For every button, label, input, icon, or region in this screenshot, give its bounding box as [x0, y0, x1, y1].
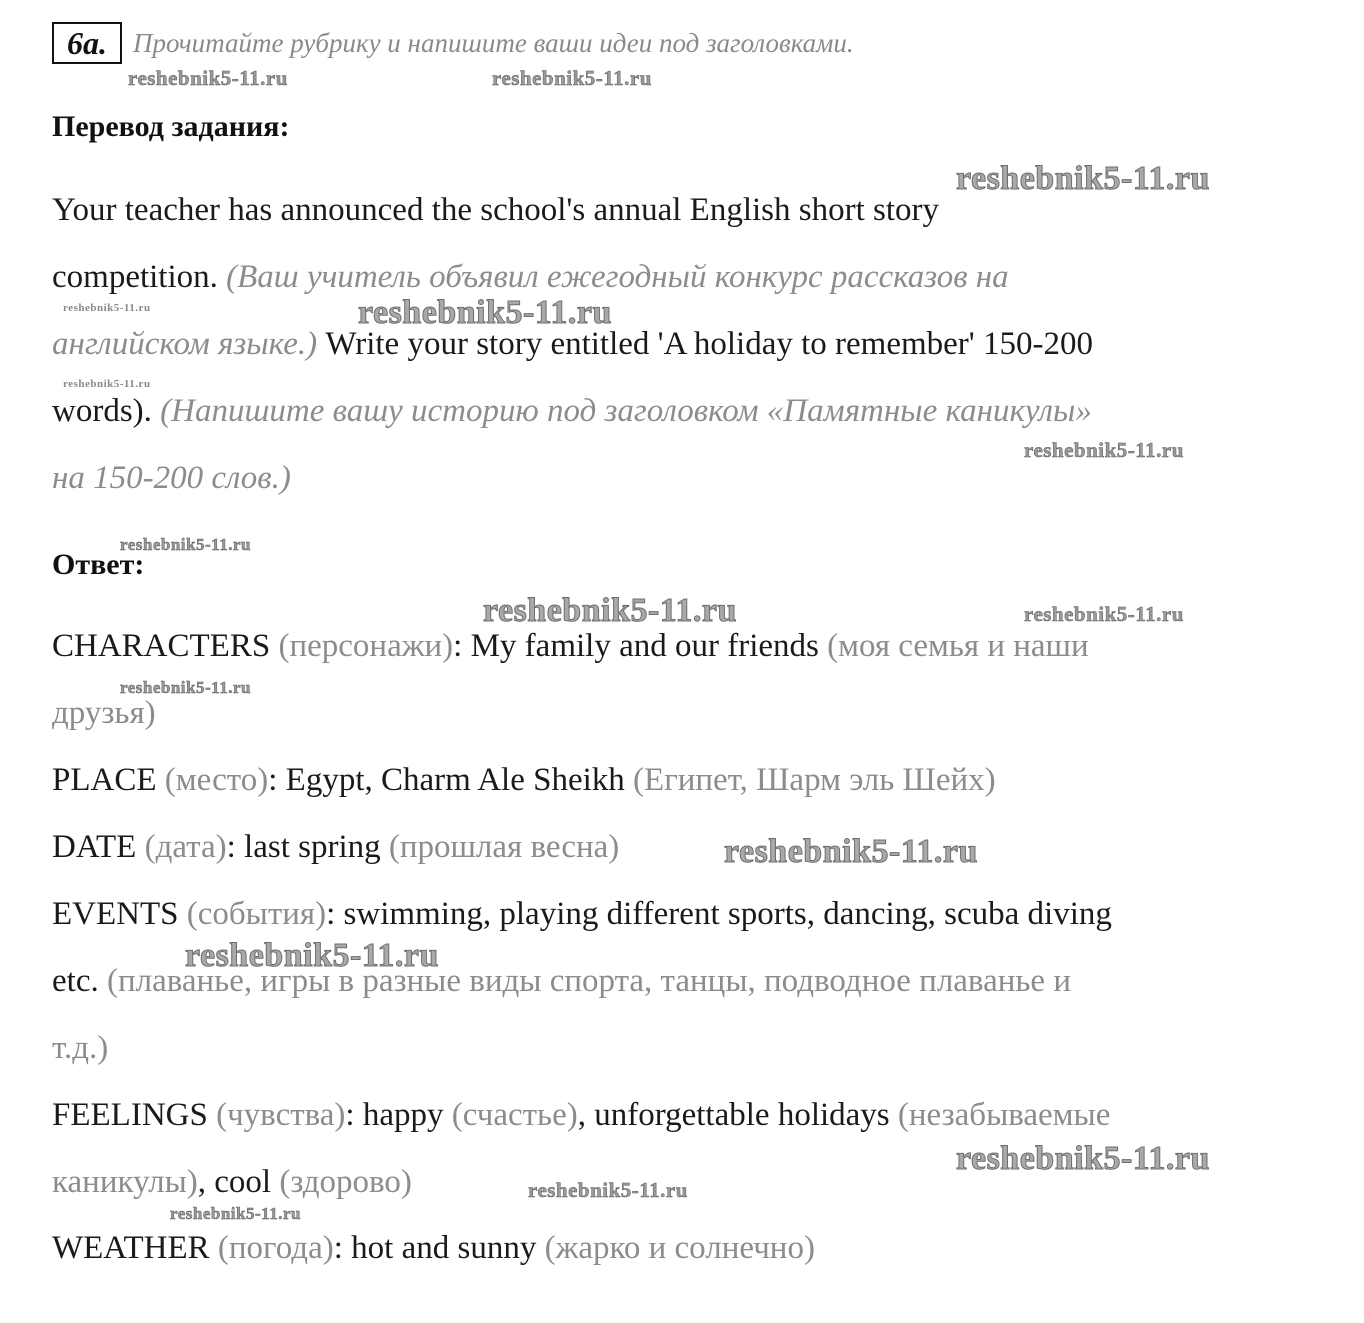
translation-line-2-en: competition.: [52, 259, 227, 295]
events-row-cont-2: [52, 1030, 108, 1067]
watermark: reshebnik5-11.ru: [483, 592, 737, 629]
characters-label: CHARACTERS: [52, 628, 271, 664]
translation-line-4-ru: (Напишите вашу историю под заголовком «Памятные каникулы»: [160, 393, 1092, 429]
feelings-value2-ru: (незабываемые: [897, 1097, 1111, 1133]
characters-row-cont: [52, 695, 156, 732]
events-value: swimming, playing different sports, dancing, scuba diving: [343, 896, 1112, 932]
feelings-label: FEELINGS: [52, 1097, 208, 1133]
feelings-row: FEELINGS (чувства): happy (счастье), unforgettable holidays (незабываемые: [52, 1097, 1111, 1133]
characters-value-ru: (моя семья и наши: [827, 628, 1089, 664]
weather-label: WEATHER: [52, 1230, 210, 1266]
watermark: reshebnik5-11.ru: [120, 678, 251, 697]
place-label-ru: (место): [164, 762, 269, 798]
date-value: last spring: [244, 829, 381, 865]
watermark: reshebnik5-11.ru: [492, 66, 652, 90]
watermark: reshebnik5-11.ru: [724, 833, 978, 870]
feelings-value2: unforgettable holidays: [594, 1097, 890, 1133]
place-value-ru: (Египет, Шарм эль Шейх): [633, 762, 996, 798]
watermark: reshebnik5-11.ru: [63, 378, 151, 390]
weather-row: WEATHER (погода): hot and sunny (жарко и солнечно): [52, 1230, 815, 1266]
feelings-label-ru: (чувства): [216, 1097, 346, 1133]
feelings-value3-ru: (здорово): [279, 1164, 412, 1200]
feelings-row-cont: каникулы), cool (здорово): [52, 1164, 412, 1200]
watermark: reshebnik5-11.ru: [185, 937, 439, 974]
weather-value: hot and sunny: [351, 1230, 537, 1266]
characters-value-ru-cont: друзья): [52, 695, 156, 731]
translation-line-2: [52, 259, 1009, 296]
exercise-instruction: Прочитайте рубрику и напишите ваши идеи под заголовками.: [133, 28, 854, 58]
answer-heading: Ответ:: [52, 548, 145, 581]
translation-line-5: [52, 460, 291, 497]
watermark: reshebnik5-11.ru: [170, 1204, 301, 1223]
watermark: reshebnik5-11.ru: [956, 160, 1210, 197]
watermark: reshebnik5-11.ru: [120, 535, 251, 554]
watermark: reshebnik5-11.ru: [1024, 602, 1184, 626]
translation-heading: Перевод задания:: [52, 110, 290, 143]
translation-line-4: [52, 393, 1092, 430]
date-value-ru: (прошлая весна): [388, 829, 620, 865]
feelings-value1: happy: [362, 1097, 444, 1133]
watermark: reshebnik5-11.ru: [956, 1140, 1210, 1177]
watermark: reshebnik5-11.ru: [358, 294, 612, 331]
weather-label-ru: (погода): [217, 1230, 334, 1266]
translation-line-1: [52, 192, 939, 229]
translation-line-4-en: words).: [52, 393, 161, 429]
events-row: EVENTS (события): swimming, playing different sports, dancing, scuba diving: [52, 896, 1112, 932]
translation-line-5-ru: на 150-200 слов.): [52, 460, 291, 496]
watermark: reshebnik5-11.ru: [128, 66, 288, 90]
translation-line-2-ru: (Ваш учитель объявил ежегодный конкурс рассказов на: [226, 259, 1009, 295]
date-row: DATE (дата): last spring (прошлая весна): [52, 829, 620, 865]
events-value-ru-cont: т.д.): [52, 1030, 109, 1066]
watermark: reshebnik5-11.ru: [63, 302, 151, 314]
characters-row: CHARACTERS (персонажи): My family and our friends (моя семья и наши: [52, 628, 1089, 664]
place-value: Egypt, Charm Ale Sheikh: [285, 762, 625, 798]
date-label: DATE: [52, 829, 137, 865]
exercise-badge: 6a.: [52, 22, 122, 64]
characters-value: My family and our friends: [470, 628, 819, 664]
translation-line-3-en: Write your story entitled 'A holiday to remember' 150-200: [317, 326, 1093, 362]
feelings-value3: cool: [214, 1164, 272, 1200]
feelings-value2-ru-cont: каникулы): [52, 1164, 198, 1200]
watermark: reshebnik5-11.ru: [1024, 438, 1184, 462]
events-label-ru: (события): [186, 896, 327, 932]
translation-line-3-ru: английском языке.): [52, 326, 318, 362]
weather-value-ru: (жарко и солнечно): [544, 1230, 815, 1266]
translation-line-1-en: Your teacher has announced the school's annual English short story: [52, 192, 940, 228]
place-row: PLACE (место): Egypt, Charm Ale Sheikh (Египет, Шарм эль Шейх): [52, 762, 996, 798]
events-value-ru: (плаванье, игры в разные виды спорта, танцы, подводное плаванье и: [106, 963, 1071, 999]
place-label: PLACE: [52, 762, 157, 798]
watermark: reshebnik5-11.ru: [528, 1178, 688, 1202]
date-label-ru: (дата): [144, 829, 227, 865]
events-value-cont: etc.: [52, 963, 99, 999]
characters-label-ru: (персонажи): [278, 628, 454, 664]
events-label: EVENTS: [52, 896, 179, 932]
feelings-value1-ru: (счастье): [451, 1097, 578, 1133]
